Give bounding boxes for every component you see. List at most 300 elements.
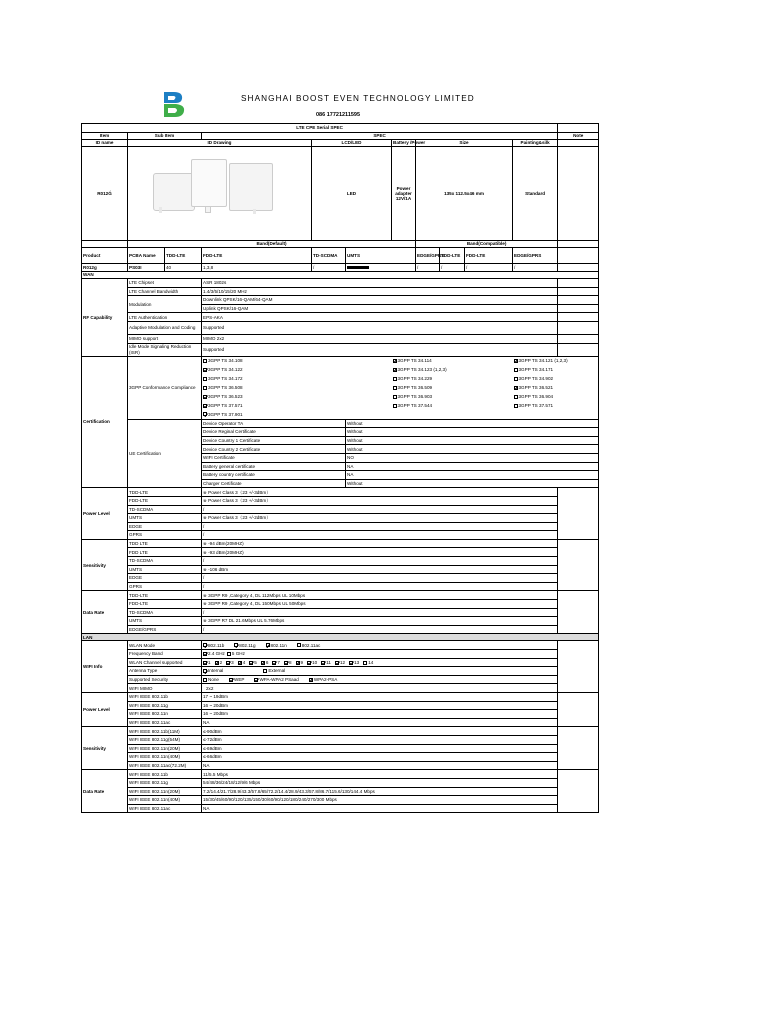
spec-title-row	[82, 124, 599, 133]
checkbox-label: 3GPP TS 34.171	[518, 366, 554, 372]
power-value: /	[202, 505, 558, 514]
unchecked-box-icon[interactable]	[393, 404, 397, 408]
checkbox-label: 3GPP TS 34.172	[208, 375, 243, 381]
checkbox-label: 3GPP TS 37.901	[208, 411, 243, 417]
band-column-header: TD-SCDMA	[312, 248, 346, 264]
conformance-cell	[513, 410, 599, 419]
checkbox-item[interactable]	[514, 367, 554, 372]
boost-even-logo-icon	[161, 90, 187, 118]
checked-box-icon[interactable]	[203, 669, 207, 673]
ue-value: Without	[346, 419, 599, 428]
conformance-cell	[392, 383, 513, 392]
sheet-header	[81, 90, 598, 123]
conformance-cell	[202, 383, 392, 392]
checkbox-item[interactable]	[263, 668, 285, 673]
conformance-cell	[202, 401, 392, 410]
checkbox-item[interactable]	[514, 358, 568, 363]
wsens-row	[82, 744, 599, 753]
checkbox-item[interactable]	[272, 660, 280, 665]
wrate-value: 7.2/14.4/21.7/28.9/43.3/57.8/65/72.2/14.4/28.9/43.3/57.8/86.7/115.6/130/144.4 Mbps	[202, 787, 558, 796]
conformance-cell	[202, 356, 392, 365]
checkbox-label: 3GPP TS 34.122	[208, 366, 243, 372]
rate-row	[82, 625, 599, 634]
checked-box-icon[interactable]	[272, 661, 276, 665]
wifi-row	[82, 667, 599, 676]
checkbox-label: 3GPP TS 34.121 (1,2,3)	[518, 358, 568, 364]
sens-value: /	[202, 557, 558, 566]
blank-cell	[558, 641, 599, 693]
checkbox-label: Internal	[208, 668, 224, 674]
checkbox-label: 3GPP TS 36.904	[518, 393, 554, 399]
wrate-value: 11/5.5 Mbps	[202, 770, 558, 779]
checkbox-label: WPA-WPA2 PSaad	[259, 676, 299, 682]
product-id: R012Ǵ	[82, 147, 128, 241]
checkbox-item[interactable]	[393, 403, 433, 408]
unchecked-box-icon[interactable]	[514, 368, 518, 372]
conformance-cell	[513, 383, 599, 392]
wrate-sub-item: WIFI IEEE 802.11n(40M)	[128, 796, 202, 805]
sens-value: /	[202, 582, 558, 591]
conformance-cell	[392, 392, 513, 401]
band-value: 40	[165, 264, 202, 272]
checkbox-item[interactable]	[393, 367, 447, 372]
blank-cell	[558, 321, 599, 334]
checkbox-label: 7	[277, 659, 280, 665]
wrate-row	[82, 787, 599, 796]
unchecked-box-icon[interactable]	[393, 377, 397, 381]
unchecked-box-icon[interactable]	[514, 404, 518, 408]
sens-sub-item: TD-SCDMA	[128, 557, 202, 566]
wrate-section-label: Data Rate	[82, 770, 128, 813]
blank-cell	[558, 692, 599, 726]
band-column-header: Product	[82, 248, 128, 264]
ue-item: Device Reginal Certificate	[202, 428, 346, 437]
rate-row	[82, 608, 599, 617]
sens-value: ※ -106 dBm	[202, 565, 558, 574]
checkbox-item[interactable]	[203, 651, 225, 656]
checked-box-icon[interactable]	[226, 661, 230, 665]
band-value: /	[416, 264, 440, 272]
conformance-cell	[202, 374, 392, 383]
checkbox-item[interactable]	[335, 660, 345, 665]
sens-sub-item: TDD LTE	[128, 539, 202, 548]
checkbox-label: 3GPP TS 37.544	[397, 402, 433, 408]
wpower-value: 17 ~ 19dBm	[202, 692, 558, 701]
checkbox-item[interactable]	[203, 385, 243, 390]
band-value-row	[82, 264, 599, 272]
rate-row	[82, 600, 599, 609]
checkbox-label: WPA2-PSA	[313, 676, 338, 682]
band-column-header: UMTS	[346, 248, 416, 264]
wrate-sub-item: WIFI IEEE 802.11n(20M)	[128, 787, 202, 796]
unchecked-box-icon[interactable]	[203, 386, 207, 390]
checked-box-icon[interactable]	[284, 661, 288, 665]
sens-value: /	[202, 574, 558, 583]
wifi-row	[82, 650, 599, 659]
rf-value: Supported	[202, 343, 558, 356]
band-value: R012g	[82, 264, 128, 272]
checkbox-label: 3GPP TS 36.903	[397, 393, 433, 399]
ue-sub-item: UE Certification	[128, 419, 202, 488]
checked-box-icon[interactable]	[514, 386, 518, 390]
wrate-value: NA	[202, 804, 558, 813]
rf-row	[82, 334, 599, 343]
wsens-row	[82, 753, 599, 762]
blank-cell	[558, 264, 599, 272]
conformance-cell	[513, 356, 599, 365]
checkbox-item[interactable]	[229, 677, 244, 682]
blank-cell	[558, 591, 599, 634]
band-value: 1,3,8	[202, 264, 312, 272]
rate-sub-item: EDGE/GPRS	[128, 625, 202, 634]
checkbox-item[interactable]	[393, 358, 432, 363]
band-column-header: FDD-LTE	[202, 248, 312, 264]
band-column-header: EDGE/GPRS	[513, 248, 558, 264]
checked-box-icon[interactable]	[234, 643, 238, 647]
ue-value: Without	[346, 479, 599, 488]
blank-cell	[558, 248, 599, 264]
ue-item: Charger Certificate	[202, 479, 346, 488]
checked-box-icon[interactable]	[254, 678, 258, 682]
rf-capability-label: RF Capability	[82, 279, 128, 357]
checked-box-icon[interactable]	[229, 678, 233, 682]
checkbox-label: 3GPP TS 36.521	[518, 384, 554, 390]
rate-sub-item: TD-SCDMA	[128, 608, 202, 617]
checked-box-icon[interactable]	[203, 643, 207, 647]
rate-value: ※ 3GPP R7 DL 21.6Mbps UL 5.76Mbps	[202, 617, 558, 626]
ue-item: Device Country 1 Certificate	[202, 436, 346, 445]
sens-value: ※ -94 dBm(20MHZ)	[202, 539, 558, 548]
checkbox-label: 5 GHz	[231, 651, 245, 657]
checkbox-item[interactable]	[284, 660, 292, 665]
sens-row	[82, 548, 599, 557]
checked-box-icon[interactable]	[307, 661, 311, 665]
checkbox-item[interactable]	[203, 367, 243, 372]
rate-value: ※ 3GPP R9 ,Category 4, DL 112Mbps UL 10Mbps	[202, 591, 558, 600]
checked-box-icon[interactable]	[349, 661, 353, 665]
ue-value: NO	[346, 453, 599, 462]
checkbox-item[interactable]	[203, 394, 243, 399]
checkbox-item[interactable]	[393, 385, 433, 390]
checked-box-icon[interactable]	[249, 661, 253, 665]
checked-box-icon[interactable]	[203, 395, 207, 399]
wsens-value: ≤-66dBm	[202, 753, 558, 762]
checked-box-icon[interactable]	[335, 661, 339, 665]
wrate-sub-item: WIFI IEEE 802.11ac	[128, 804, 202, 813]
checkbox-item[interactable]	[393, 376, 433, 381]
checkbox-label: 2.4 GHz	[208, 651, 225, 657]
checked-box-icon[interactable]	[215, 661, 219, 665]
rate-section-label: Data Rate	[82, 591, 128, 634]
wifi-value	[202, 675, 558, 684]
checkbox-item[interactable]	[203, 668, 223, 673]
band-header-row	[82, 248, 599, 264]
conformance-cell	[202, 392, 392, 401]
blank-cell	[558, 304, 599, 313]
ue-item: Battery general certificate	[202, 462, 346, 471]
spec-sheet	[81, 90, 598, 813]
unchecked-box-icon[interactable]	[227, 652, 231, 656]
router-stand-image	[159, 207, 162, 213]
wpower-value: 16 ~ 20dBm	[202, 710, 558, 719]
rate-value: ※ 3GPP R9 ,Category 4, DL 150Mbps UL 50Mbps	[202, 600, 558, 609]
rf-sub-item: Modulation	[128, 296, 202, 313]
checkbox-item[interactable]	[234, 643, 255, 648]
wifi-value	[202, 641, 558, 650]
wan-section-label: WAN	[82, 272, 599, 279]
checkbox-label: 802.11b	[208, 642, 225, 648]
checkbox-label: 1	[208, 659, 211, 665]
wpower-value: NA	[202, 718, 558, 727]
spec-header: SPEC	[202, 133, 558, 140]
wrate-value: 54/48/36/24/18/12/9/6 Mbps	[202, 778, 558, 787]
wifi-sub-item: WIFI MIMO	[128, 684, 202, 693]
ue-row	[82, 419, 599, 428]
unchecked-box-icon[interactable]	[363, 661, 367, 665]
conformance-cell	[392, 356, 513, 365]
rf-value: Uplink QPSK/16-QAM	[202, 304, 558, 313]
item-header: Item	[82, 133, 128, 140]
sens-row	[82, 574, 599, 583]
wifi-info-label: WIFI Info	[82, 641, 128, 693]
id-header-row	[82, 140, 599, 147]
blank-cell	[558, 147, 599, 241]
size-header: Size	[416, 140, 513, 147]
rate-value: /	[202, 608, 558, 617]
rf-value: ASR 1802s	[202, 279, 558, 288]
wifi-sub-item: Frequency Band	[128, 650, 202, 659]
wrate-row	[82, 770, 599, 779]
checkbox-label: 6	[265, 659, 269, 665]
unchecked-box-icon[interactable]	[203, 359, 207, 363]
wsens-sub-item: WIFI IEEE 802.11ac(72.2M)	[128, 761, 202, 770]
checked-box-icon[interactable]	[203, 368, 207, 372]
checked-box-icon[interactable]	[203, 412, 207, 416]
sens-row	[82, 539, 599, 548]
band-value: PS03I	[128, 264, 165, 272]
checkbox-item[interactable]	[393, 394, 433, 399]
power-sub-item: TDD-LTE	[128, 488, 202, 497]
sens-sub-item: FDD LTE	[128, 548, 202, 557]
checkbox-item[interactable]	[227, 651, 245, 656]
wrate-sub-item: WIFI IEEE 802.11b	[128, 770, 202, 779]
checkbox-item[interactable]	[238, 660, 246, 665]
checkbox-label: 3GPP TS 34.108	[208, 358, 243, 364]
checkbox-item[interactable]	[261, 660, 269, 665]
checkbox-label: 3GPP TS 37.571	[208, 402, 243, 408]
checked-box-icon[interactable]	[393, 359, 397, 363]
wsens-section-label: Sensitivity	[82, 727, 128, 770]
checkbox-label: 3GPP TS 36.523	[208, 393, 243, 399]
battery-header: Battery /Power	[393, 140, 426, 146]
checkbox-item[interactable]	[349, 660, 359, 665]
blank-cell	[558, 334, 599, 343]
checked-box-icon[interactable]	[309, 678, 313, 682]
checked-box-icon[interactable]	[514, 359, 518, 363]
ue-value: Without	[346, 445, 599, 454]
checkbox-item[interactable]	[514, 385, 554, 390]
checkbox-item[interactable]	[266, 643, 287, 648]
unchecked-box-icon[interactable]	[263, 669, 267, 673]
sens-row	[82, 557, 599, 566]
power-value: /	[202, 522, 558, 531]
conformance-cell	[513, 401, 599, 410]
blank-cell	[558, 488, 599, 540]
id-drawing-cell	[128, 147, 312, 241]
checkbox-item[interactable]	[514, 403, 554, 408]
conformance-cell	[202, 410, 392, 419]
product-row	[82, 147, 599, 241]
unchecked-box-icon[interactable]	[514, 377, 518, 381]
checkbox-item[interactable]	[363, 660, 373, 665]
router-stand-image	[253, 209, 256, 214]
band-column-header: FDD-LTE	[465, 248, 513, 264]
wpower-sub-item: WIFI IEEE 802.11n	[128, 710, 202, 719]
power-value: Power adapter 12V/1A	[392, 147, 416, 241]
id-name-header: ID name	[82, 140, 128, 147]
power-sub-item: EDGE	[128, 522, 202, 531]
unchecked-box-icon[interactable]	[203, 377, 207, 381]
band-value: /	[513, 264, 558, 272]
checked-box-icon[interactable]	[261, 661, 265, 665]
band-column-header: TDD-LTE	[440, 248, 465, 264]
conformance-cell	[513, 374, 599, 383]
wrate-row	[82, 804, 599, 813]
checkbox-item[interactable]	[203, 358, 243, 363]
checkbox-label: 13	[354, 659, 360, 665]
blank-cell	[558, 727, 599, 770]
checked-box-icon[interactable]	[203, 404, 207, 408]
blank-cell	[558, 140, 599, 147]
checkbox-item[interactable]	[297, 643, 321, 648]
power-row	[82, 505, 599, 514]
ue-item: Device Country 2 Certificate	[202, 445, 346, 454]
checked-box-icon[interactable]	[203, 661, 207, 665]
rf-sub-item: Idle Mode Signaling Reduction (ISR)	[128, 343, 202, 356]
sens-sub-item: UMTS	[128, 565, 202, 574]
checkbox-item[interactable]	[203, 412, 243, 417]
id-drawing-header: ID Drawing	[128, 140, 312, 147]
checkbox-item[interactable]	[226, 660, 234, 665]
checkbox-label: 3GPP TS 34.114	[397, 358, 432, 364]
checkbox-item[interactable]	[203, 660, 211, 665]
checkbox-label: 3GPP TS 34.902	[518, 375, 554, 381]
ue-value: NA	[346, 471, 599, 480]
checkbox-label: WEP	[233, 676, 245, 682]
wrate-value: 15/30/45/60/90/120/135/150/30/60/90/120/180/240/270/300 Mbps	[202, 796, 558, 805]
checked-box-icon[interactable]	[296, 661, 300, 665]
company-name: SHANGHAI BOOST EVEN TECHNOLOGY LIMITED	[241, 94, 475, 103]
wpower-value: 16 ~ 20dBm	[202, 701, 558, 710]
sens-row	[82, 565, 599, 574]
checkbox-item[interactable]	[249, 660, 257, 665]
checkbox-label: 3GPP TS 36.508	[208, 384, 243, 390]
blank-cell	[558, 241, 599, 248]
wifi-value: 2x2	[202, 684, 558, 693]
device-drawings	[129, 151, 310, 237]
checkbox-item[interactable]	[321, 660, 331, 665]
wan-row	[82, 272, 599, 279]
unchecked-box-icon[interactable]	[393, 386, 397, 390]
certification-label: Certification	[82, 356, 128, 488]
conformance-row	[82, 356, 599, 365]
rf-row	[82, 296, 599, 305]
wpower-row	[82, 710, 599, 719]
band-default-header: Band(Default)	[128, 241, 416, 248]
router-side-image	[191, 159, 227, 207]
blank-cell	[558, 343, 599, 356]
rate-sub-item: UMTS	[128, 617, 202, 626]
wpower-row	[82, 718, 599, 727]
unchecked-box-icon[interactable]	[514, 395, 518, 399]
unchecked-box-icon[interactable]	[297, 643, 301, 647]
checkbox-item[interactable]	[203, 403, 243, 408]
checkbox-item[interactable]	[307, 660, 317, 665]
checkbox-item[interactable]	[203, 376, 243, 381]
blank-cell	[558, 296, 599, 305]
band-value	[346, 264, 416, 272]
power-sub-item: TD-SCDMA	[128, 505, 202, 514]
checkbox-label: 802.11n	[270, 642, 287, 648]
checkbox-item[interactable]	[203, 643, 224, 648]
wifi-value	[202, 667, 558, 676]
checkbox-item[interactable]	[203, 677, 219, 682]
router-back-image	[229, 163, 273, 211]
wsens-sub-item: WIFI IEEE 802.11g(54M)	[128, 735, 202, 744]
conformance-cell	[392, 401, 513, 410]
power-sub-item: UMTS	[128, 514, 202, 523]
unchecked-box-icon[interactable]	[393, 395, 397, 399]
wpower-row	[82, 692, 599, 701]
checkbox-item[interactable]	[514, 376, 554, 381]
checked-box-icon[interactable]	[203, 652, 207, 656]
checkbox-label: 9	[300, 659, 304, 665]
checked-box-icon[interactable]	[238, 661, 242, 665]
blank-cell	[558, 770, 599, 813]
checkbox-item[interactable]	[296, 660, 304, 665]
blank-cell	[558, 313, 599, 322]
unchecked-box-icon[interactable]	[203, 678, 207, 682]
checked-box-icon[interactable]	[393, 368, 397, 372]
lan-section-label: LAN	[82, 634, 599, 641]
wsens-value: ≤-90dBm	[202, 727, 558, 736]
power-sub-item: FDD-LTE	[128, 496, 202, 505]
checkbox-item[interactable]	[309, 677, 337, 682]
checked-box-icon[interactable]	[321, 661, 325, 665]
checkbox-item[interactable]	[514, 394, 554, 399]
checkbox-item[interactable]	[215, 660, 223, 665]
band-column-header: EDGE/GPRS	[416, 248, 440, 264]
rf-sub-item: Adaptive Modulation and Coding	[128, 321, 202, 334]
wsens-value: NA	[202, 761, 558, 770]
size-value: 135x 112.5x46 mm	[416, 147, 513, 241]
checked-box-icon[interactable]	[266, 643, 270, 647]
sens-section-label: Sensitivity	[82, 539, 128, 591]
checkbox-item[interactable]	[254, 677, 298, 682]
rf-row	[82, 287, 599, 296]
sub-item-header: Sub Item	[128, 133, 202, 140]
checkbox-label: 5	[254, 659, 257, 665]
rf-sub-item: MIMO support	[128, 334, 202, 343]
band-column-header: TDD-LTE	[165, 248, 202, 264]
sens-sub-item: EDGE	[128, 574, 202, 583]
rf-value: Supported	[202, 321, 558, 334]
ue-value: NA	[346, 462, 599, 471]
wifi-sub-item: Antenna Type	[128, 667, 202, 676]
checkbox-label: 8	[288, 659, 292, 665]
checkbox-label: 2	[219, 659, 223, 665]
phone-number: 086 17721211595	[316, 112, 361, 118]
